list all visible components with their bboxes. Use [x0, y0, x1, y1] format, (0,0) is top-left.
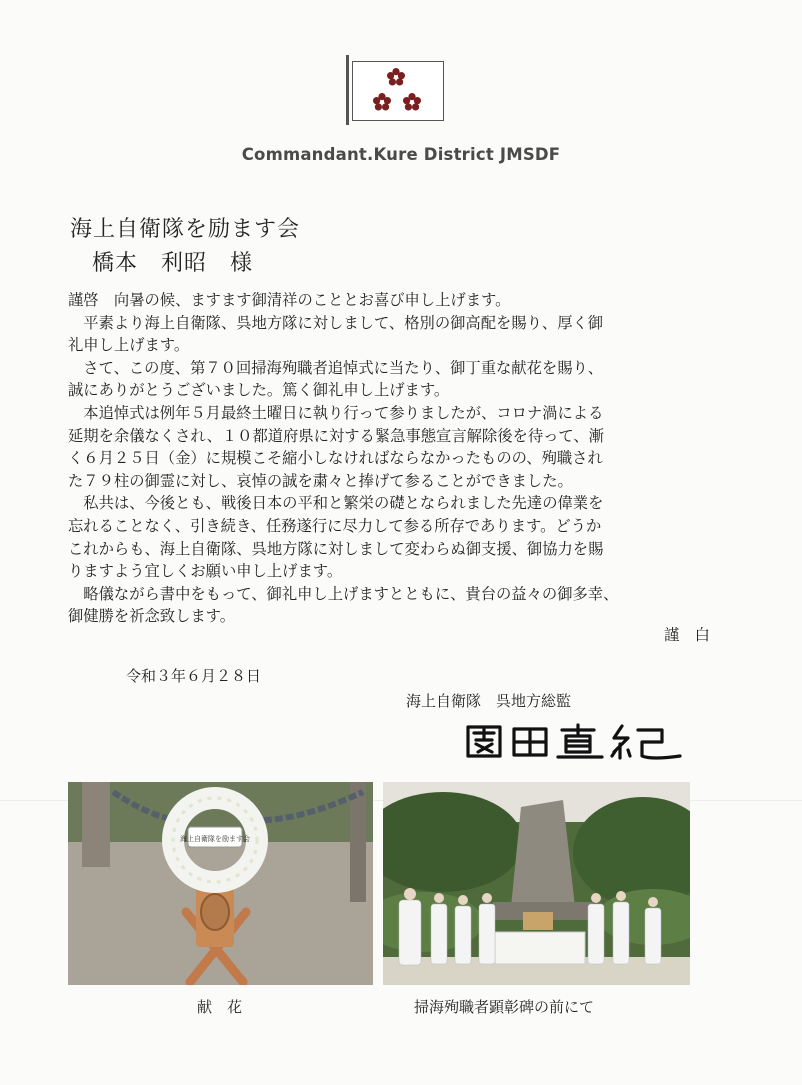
- sender-title: 海上自衛隊 呉地方総監: [406, 692, 572, 710]
- body-line: さて、この度、第７０回掃海殉職者追悼式に当たり、御丁重な献花を賜り、: [68, 358, 604, 377]
- right-photo-caption: 掃海殉職者顕彰碑の前にて: [414, 998, 595, 1016]
- letter-body: [68, 289, 748, 628]
- body-line: 本追悼式は例年５月最終土曜日に執り行って参りましたが、コロナ渦による: [68, 403, 604, 422]
- wreath-ribbon: 海上自衛隊を励ます会: [180, 835, 250, 843]
- body-line: 私共は、今後とも、戦後日本の平和と繁栄の礎となられました先達の偉業を: [68, 494, 604, 513]
- body-line: 御健勝を祈念致します。: [68, 607, 236, 626]
- memorial-photo: [383, 782, 690, 985]
- body-line: これからも、海上自衛隊、呉地方隊に対しまして変わらぬ御支援、御協力を賜: [68, 539, 604, 558]
- wreath-photo: [68, 782, 373, 985]
- cherry-blossom-icon: [373, 93, 391, 111]
- wreath-photo-image: [68, 782, 373, 985]
- body-line: 礼申し上げます。: [68, 336, 190, 355]
- letterhead-subtitle: Commandant.Kure District JMSDF: [241, 145, 561, 164]
- body-line: 略儀ながら書中をもって、御礼申し上げますとともに、貴台の益々の御多幸、: [68, 584, 619, 603]
- recipient-name: 橋本 利昭 様: [92, 251, 254, 276]
- cherry-blossom-icon: [403, 93, 421, 111]
- memorial-photo-image: [383, 782, 690, 985]
- left-photo-caption: 献 花: [197, 998, 243, 1016]
- body-line: 忘れることなく、引き続き、任務遂行に尽力して参る所存であります。どうか: [68, 516, 602, 535]
- closing-salutation: 謹 白: [664, 626, 710, 644]
- flag-pole: [346, 55, 349, 125]
- body-line: た７９柱の御霊に対し、哀悼の誠を粛々と捧げて参ることができました。: [68, 471, 573, 490]
- handwritten-signature: [462, 722, 692, 762]
- body-line: く６月２５日（金）に規模こそ縮小しなければならなかったものの、殉職され: [68, 449, 603, 468]
- flag-cloth: [352, 61, 444, 121]
- cherry-blossom-icon: [387, 68, 405, 86]
- jmsdf-district-flag-icon: [346, 55, 446, 127]
- recipient-organization: 海上自衛隊を励ます会: [70, 217, 301, 242]
- body-line: りますよう宜しくお願い申し上げます。: [68, 562, 343, 581]
- body-line: 謹啓 向暑の候、ますます御清祥のこととお喜び申し上げます。: [68, 291, 511, 309]
- letter-date: 令和３年６月２８日: [126, 667, 262, 685]
- body-line: 平素より海上自衛隊、呉地方隊に対しまして、格別の御高配を賜り、厚く御: [68, 313, 604, 332]
- body-line: 延期を余儀なくされ、１０都道府県に対する緊急事態宣言解除後を待って、漸: [68, 426, 605, 445]
- body-line: 誠にありがとうございました。篤く御礼申し上げます。: [68, 381, 450, 400]
